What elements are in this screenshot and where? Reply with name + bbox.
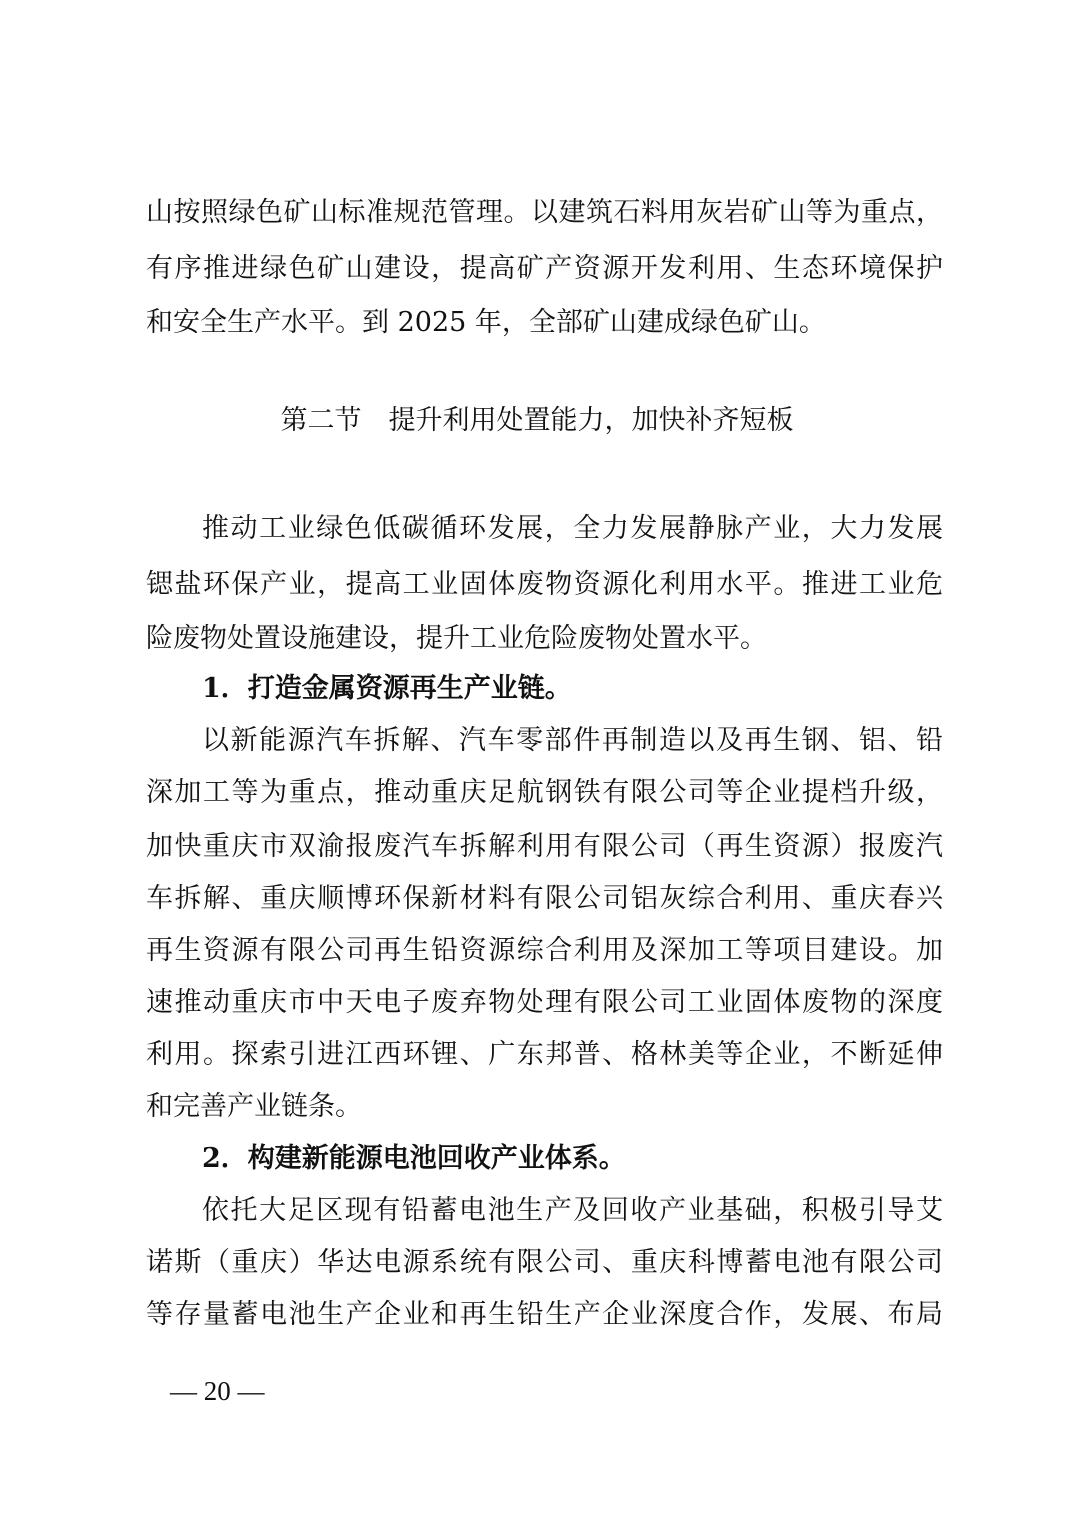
section-title: 第二节 提升利用处置能力，加快补齐短板	[280, 405, 794, 436]
body-line: 深加工等为重点，推动重庆足航钢铁有限公司等企业提档升级，	[146, 777, 943, 808]
body-line: 等存量蓄电池生产企业和再生铅生产企业深度合作，发展、布局	[146, 1299, 943, 1330]
body-line: 速推动重庆市中天电子废弃物处理有限公司工业固体废物的深度	[146, 987, 943, 1018]
body-line: 利用。探索引进江西环锂、广东邦普、格林美等企业，不断延伸	[146, 1039, 943, 1070]
body-line: 山按照绿色矿山标准规范管理。以建筑石料用灰岩矿山等为重点，	[146, 197, 943, 228]
body-line: 加快重庆市双渝报废汽车拆解利用有限公司（再生资源）报废汽	[146, 831, 943, 862]
body-line: 和安全生产水平。到 2025 年，全部矿山建成绿色矿山。	[146, 307, 826, 338]
body-line: 有序推进绿色矿山建设，提高矿产资源开发利用、生态环境保护	[146, 253, 943, 284]
body-line: 车拆解、重庆顺博环保新材料有限公司铝灰综合利用、重庆春兴	[146, 883, 943, 914]
body-line: 诺斯（重庆）华达电源系统有限公司、重庆科博蓄电池有限公司	[146, 1247, 943, 1278]
page-number: — 20 —	[170, 1376, 265, 1406]
body-line: 锶盐环保产业，提高工业固体废物资源化利用水平。推进工业危	[146, 569, 943, 600]
item-heading: 1．打造金属资源再生产业链。	[202, 673, 572, 704]
body-line: 和完善产业链条。	[146, 1091, 362, 1122]
body-line: 险废物处置设施建设，提升工业危险废物处置水平。	[146, 623, 767, 654]
body-line: 再生资源有限公司再生铅资源综合利用及深加工等项目建设。加	[146, 935, 943, 966]
item-heading: 2．构建新能源电池回收产业体系。	[202, 1143, 626, 1174]
body-line: 依托大足区现有铅蓄电池生产及回收产业基础，积极引导艾	[202, 1195, 943, 1226]
body-line: 以新能源汽车拆解、汽车零部件再制造以及再生钢、铝、铅	[202, 725, 943, 756]
body-line: 推动工业绿色低碳循环发展，全力发展静脉产业，大力发展	[202, 513, 943, 544]
